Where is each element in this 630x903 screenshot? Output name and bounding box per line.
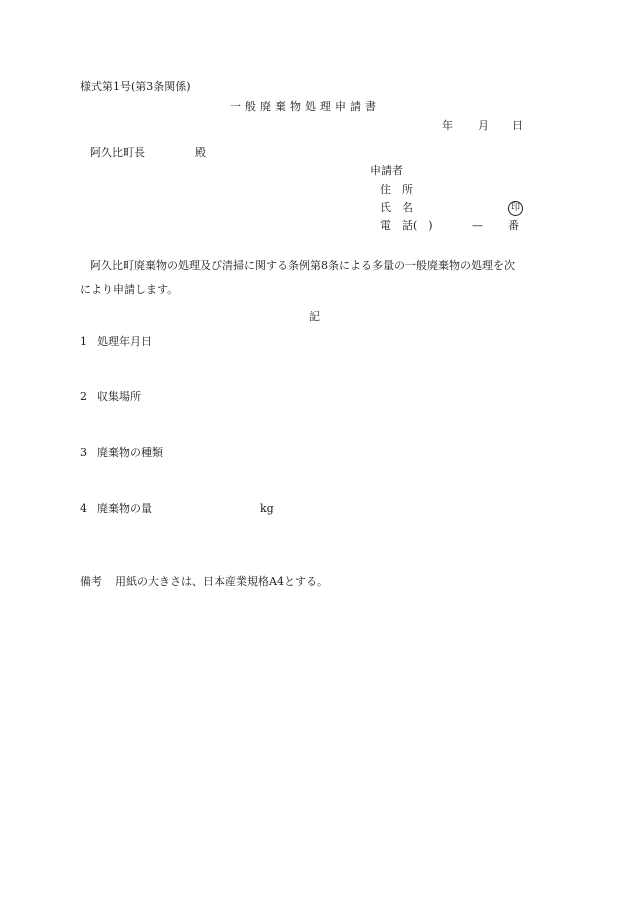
applicant-phone-label: 電 話( ) xyxy=(380,219,433,232)
note-text: 用紙の大きさは、日本産業規格A4とする。 xyxy=(115,575,328,588)
body-line-1: 阿久比町廃棄物の処理及び清掃に関する条例第8条による多量の一般廃棄物の処理を次 xyxy=(90,259,515,272)
item-2-label: 収集場所 xyxy=(97,390,141,403)
date-year-label: 年 xyxy=(442,119,453,132)
date-day-label: 日 xyxy=(512,119,523,132)
item-1-label: 処理年月日 xyxy=(97,335,152,348)
applicant-name-label: 氏 名 xyxy=(380,201,413,214)
seal-icon: 印 xyxy=(508,201,523,216)
applicant-address-label: 住 所 xyxy=(380,183,413,196)
applicant-heading: 申請者 xyxy=(370,164,403,177)
applicant-phone-suffix: 番 xyxy=(508,219,519,232)
form-number: 様式第1号(第3条関係) xyxy=(80,80,191,93)
applicant-phone-dash: — xyxy=(472,219,483,232)
date-month-label: 月 xyxy=(478,119,489,132)
ki-heading: 記 xyxy=(309,310,320,323)
item-2-number: 2 xyxy=(80,390,87,403)
addressee-honorific: 殿 xyxy=(195,146,206,159)
item-3-label: 廃棄物の種類 xyxy=(97,446,163,459)
form-title: 一般廃棄物処理申請書 xyxy=(230,100,380,113)
note-label: 備考 xyxy=(80,575,102,588)
item-4-unit: kg xyxy=(260,502,274,515)
item-1-number: 1 xyxy=(80,335,87,348)
body-line-2: により申請します。 xyxy=(80,283,179,296)
addressee-name: 阿久比町長 xyxy=(90,146,145,159)
item-4-label: 廃棄物の量 xyxy=(97,502,152,515)
item-3-number: 3 xyxy=(80,446,87,459)
item-4-number: 4 xyxy=(80,502,87,515)
seal-mark xyxy=(508,200,523,216)
